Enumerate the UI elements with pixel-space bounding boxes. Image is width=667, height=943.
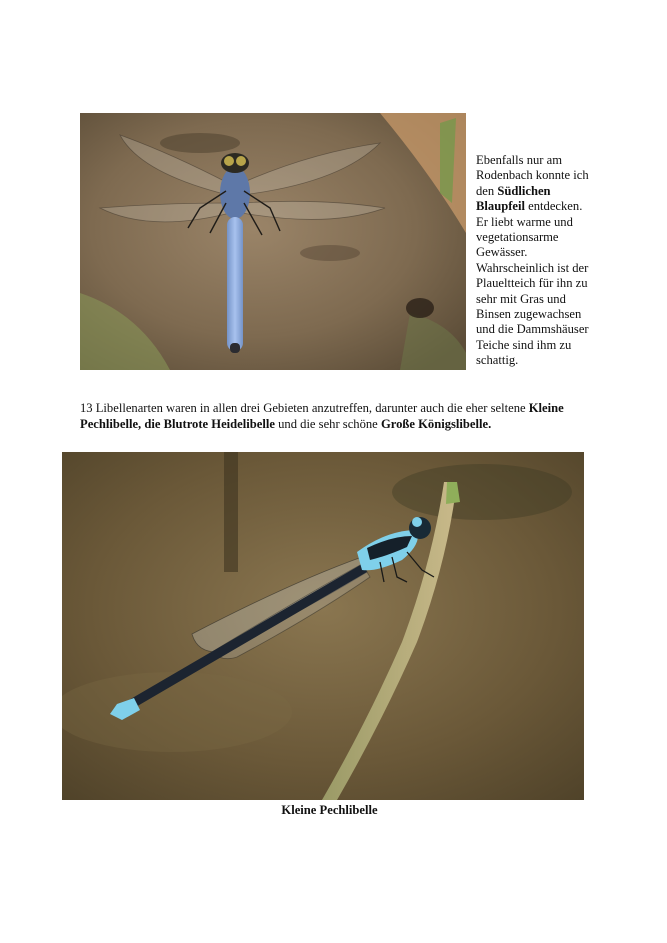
side-line: Teiche sind ihm zu [476, 337, 572, 352]
side-line: Blaupfeil entdecken. [476, 199, 583, 214]
dragonfly-photo [80, 113, 466, 370]
side-line: Gewässer. [476, 245, 528, 260]
side-line: Binsen zugewachsen [476, 307, 582, 322]
side-line: und die Dammshäuser [476, 322, 589, 337]
photo-caption: Kleine Pechlibelle [281, 803, 378, 817]
species-name: Südlichen [497, 183, 551, 198]
species-paragraph: 13 Libellenarten waren in allen drei Gebieten anzutreffen, darunter auch die eher seltene Kleine Pechlibelle, die Blutrote Heidelibelle und die sehr schöne Große Königslibelle. [80, 401, 564, 431]
side-line: sehr mit Gras und [476, 291, 566, 306]
side-line: Rodenbach konnte ich [476, 168, 589, 183]
species-name: Blaupfeil [476, 199, 525, 214]
side-line: Ebenfalls nur am [476, 153, 563, 167]
side-line: Plaueltteich für ihn zu [476, 276, 588, 291]
side-line: den Südlichen [476, 183, 551, 198]
species-name: Große Königslibelle. [380, 417, 492, 431]
side-line: schattig. [476, 353, 519, 368]
damselfly-photo [62, 452, 584, 800]
side-line: vegetationsarme [476, 230, 559, 245]
side-line: Wahrscheinlich ist der [476, 260, 589, 275]
species-names: Kleine Pechlibelle, die Blutrote Heidelibelle [80, 401, 564, 431]
blaupfeil-description [476, 153, 606, 369]
side-line: Er liebt warme und [476, 214, 573, 229]
